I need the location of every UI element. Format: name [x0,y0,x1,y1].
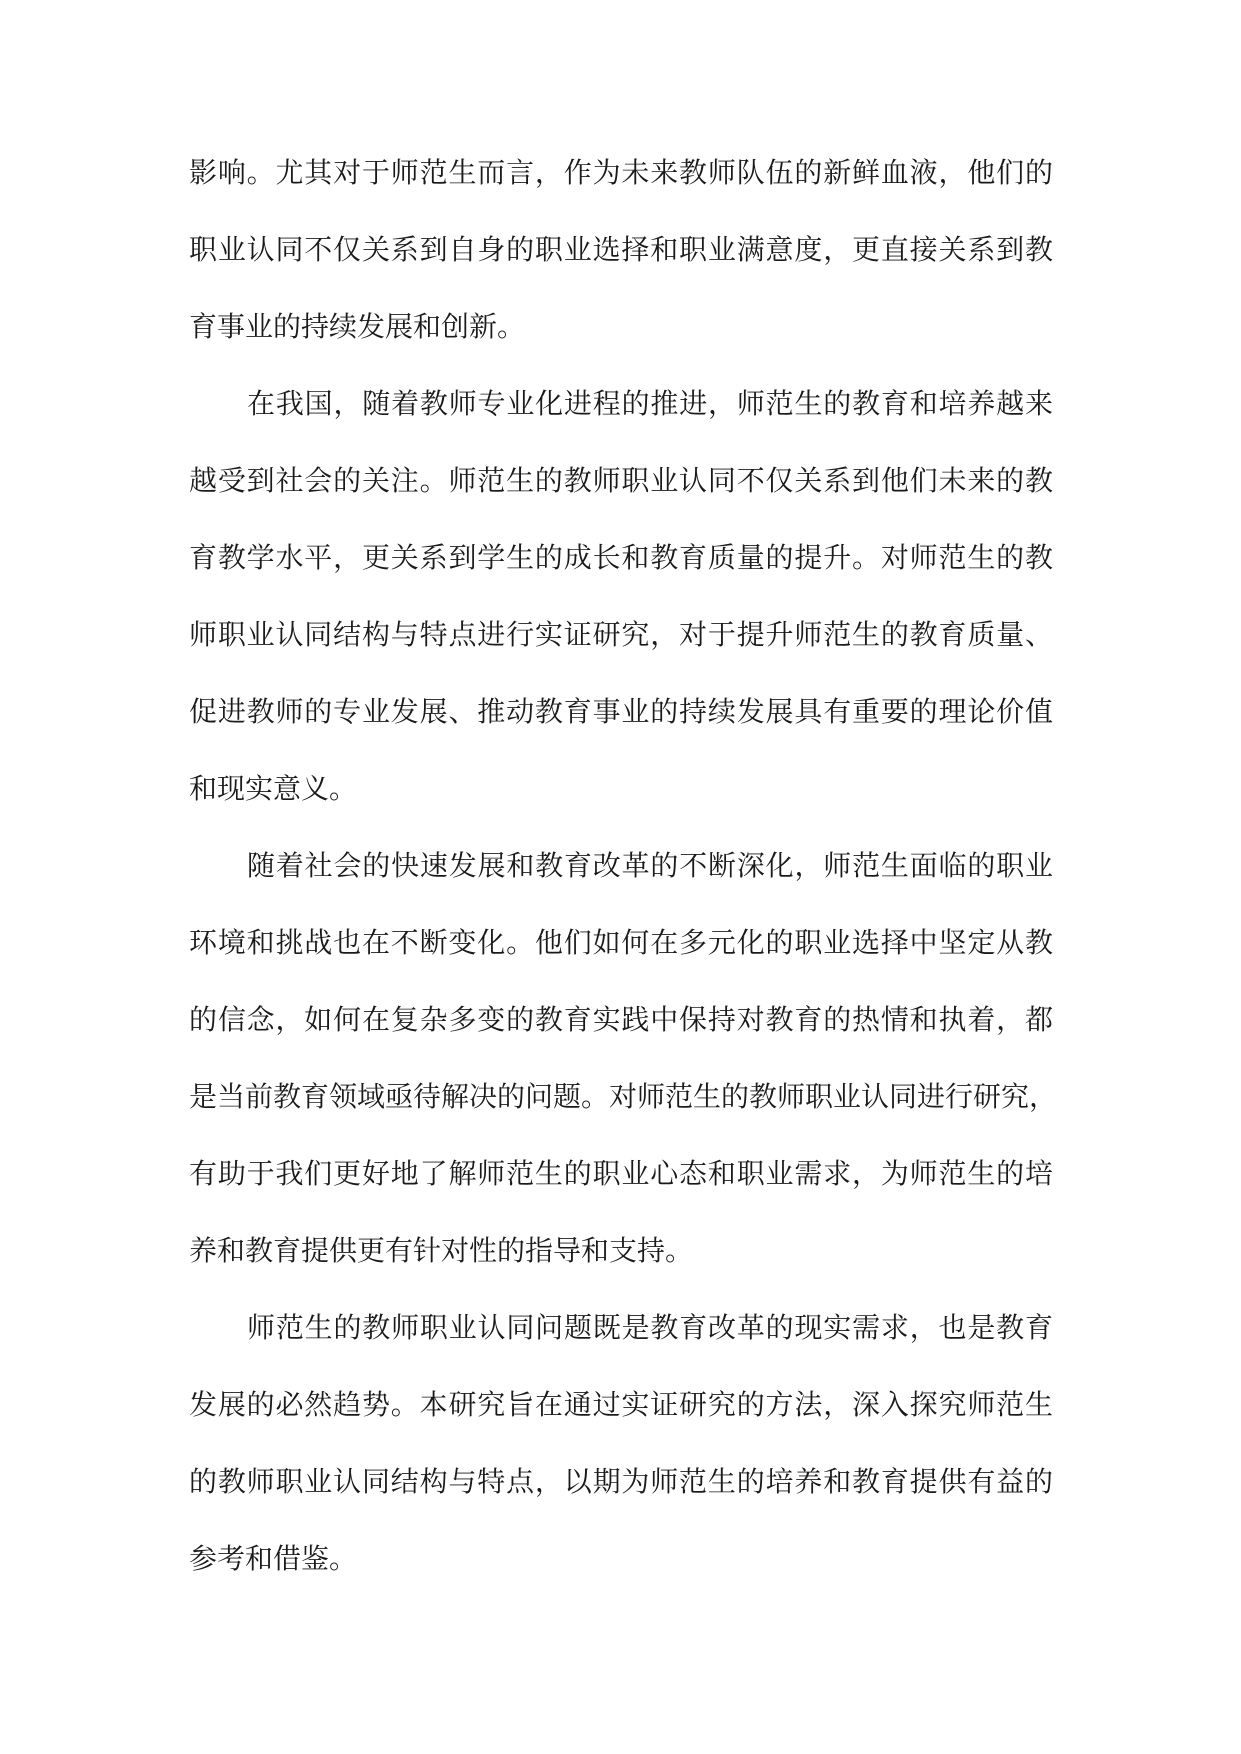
text-line: 养和教育提供更有针对性的指导和支持。 [189,1234,694,1267]
text-line: 是当前教育领域亟待解决的问题。对师范生的教师职业认同进行研究， [189,1080,1058,1113]
text-line: 师范生的教师职业认同问题既是教育改革的现实需求，也是教育 [247,1311,1053,1344]
paragraph-2 [189,374,1053,836]
text-line: 师职业认同结构与特点进行实证研究，对于提升师范生的教育质量、 [189,618,1053,651]
text-line: 育教学水平，更关系到学生的成长和教育质量的提升。对师范生的教 [189,541,1053,574]
text-line: 的信念，如何在复杂多变的教育实践中保持对教育的热情和执着，都 [189,1003,1053,1036]
text-line: 影响。尤其对于师范生而言，作为未来教师队伍的新鲜血液，他们的 [189,156,1053,189]
text-line: 随着社会的快速发展和教育改革的不断深化，师范生面临的职业 [247,849,1053,882]
text-line: 促进教师的专业发展、推动教育事业的持续发展具有重要的理论价值 [189,695,1053,728]
text-line: 在我国，随着教师专业化进程的推进，师范生的教育和培养越来 [247,387,1053,420]
text-line: 育事业的持续发展和创新。 [189,310,526,343]
text-line: 的教师职业认同结构与特点，以期为师范生的培养和教育提供有益的 [189,1465,1053,1498]
text-line: 参考和借鉴。 [189,1542,358,1575]
paragraph-4 [189,1298,1053,1606]
text-line: 职业认同不仅关系到自身的职业选择和职业满意度，更直接关系到教 [189,233,1053,266]
text-line: 有助于我们更好地了解师范生的职业心态和职业需求，为师范生的培 [189,1157,1053,1190]
text-line: 和现实意义。 [189,772,358,805]
text-line: 越受到社会的关注。师范生的教师职业认同不仅关系到他们未来的教 [189,464,1053,497]
paragraph-3 [189,836,1058,1298]
text-line: 环境和挑战也在不断变化。他们如何在多元化的职业选择中坚定从教 [189,926,1053,959]
text-line: 发展的必然趋势。本研究旨在通过实证研究的方法，深入探究师范生 [189,1388,1053,1421]
paragraph-1 [189,143,1053,374]
document-body [189,143,1058,1606]
